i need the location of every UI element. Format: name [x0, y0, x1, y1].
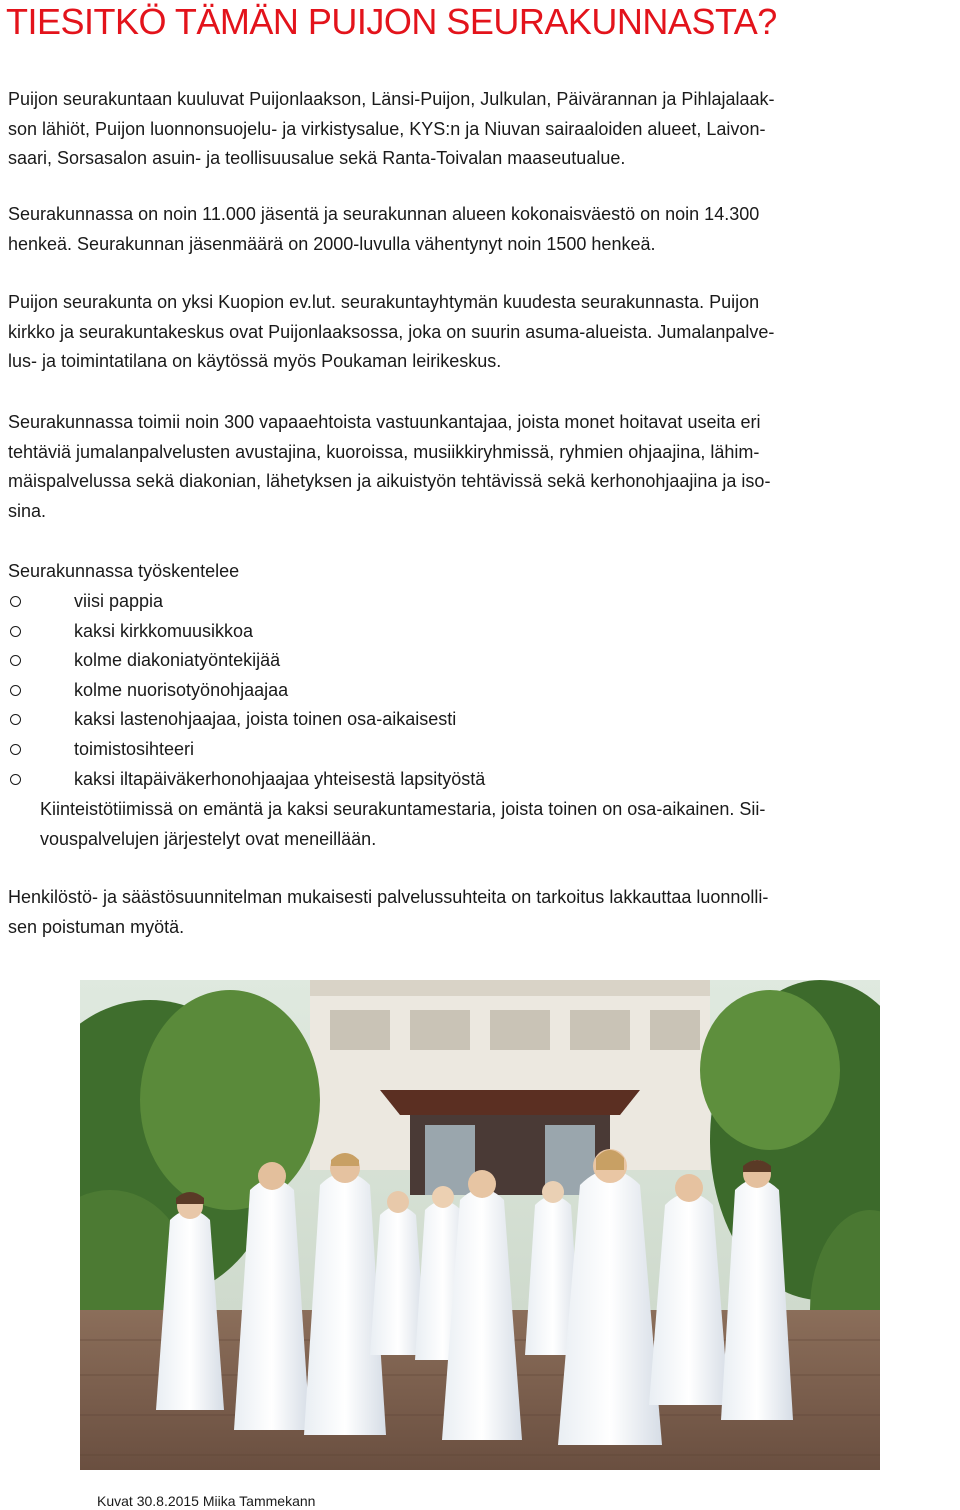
list-item — [8, 646, 485, 676]
text-line: tehtäviä jumalanpalvelusten avustajina, kuoroissa, musiikkiryhmissä, ryhmien ohjaajina, lähim- — [8, 441, 760, 462]
circle-bullet-icon — [10, 744, 21, 755]
text-line: sina. — [8, 500, 47, 521]
text-line: saari, Sorsasalon asuin- ja teollisuusalue sekä Ranta-Toivalan maaseutualue. — [8, 148, 626, 169]
list-item-label: kolme nuorisotyönohjaajaa — [74, 679, 289, 700]
text-line: lus- ja toimintatilana on käytössä myös Poukaman leirikeskus. — [8, 351, 502, 372]
list-item — [8, 587, 485, 617]
list-item — [8, 617, 485, 647]
list-item — [8, 735, 485, 765]
text-line: sen poistuman myötä. — [8, 916, 185, 937]
text-line: Seurakunnassa työskentelee — [8, 561, 240, 581]
photo-illustration — [80, 980, 880, 1470]
paragraph-staff-intro — [8, 557, 948, 587]
circle-bullet-icon — [10, 714, 21, 725]
text-line: Puijon seurakuntaan kuuluvat Puijonlaakson, Länsi-Puijon, Julkulan, Päivärannan ja Pihlajalaak- — [8, 89, 775, 109]
text-line: Puijon seurakunta on yksi Kuopion ev.lut. seurakuntayhtymän kuudesta seurakunnasta. Puijon — [8, 292, 760, 312]
circle-bullet-icon — [10, 685, 21, 696]
text-line: kirkko ja seurakuntakeskus ovat Puijonlaaksossa, joka on suurin asuma-alueista. Jumalanpalve- — [8, 321, 775, 342]
confirmation-group-photo — [80, 980, 880, 1470]
paragraph-parish-area — [8, 85, 948, 174]
list-item — [8, 676, 485, 706]
list-item-label: toimistosihteeri — [74, 738, 195, 759]
text-line: henkeä. Seurakunnan jäsenmäärä on 2000-luvulla vähentynyt noin 1500 henkeä. — [8, 233, 656, 254]
page-title: TIESITKÖ TÄMÄN PUIJON SEURAKUNNASTA? — [6, 1, 777, 42]
text-line: son lähiöt, Puijon luonnonsuojelu- ja virkistysalue, KYS:n ja Niuvan sairaaloiden alueet, Laivon- — [8, 118, 766, 139]
photo-caption: Kuvat 30.8.2015 Miika Tammekann — [97, 1493, 316, 1509]
circle-bullet-icon — [10, 774, 21, 785]
text-line: Kiinteistötiimissä on emäntä ja kaksi seurakuntamestaria, joista toinen on osa-aikainen. Sii- — [40, 799, 766, 819]
paragraph-volunteers — [8, 408, 948, 526]
text-line: Seurakunnassa on noin 11.000 jäsentä ja seurakunnan alueen kokonaisväestö on noin 14.300 — [8, 204, 760, 224]
circle-bullet-icon — [10, 655, 21, 666]
list-item — [8, 765, 485, 795]
paragraph-membership — [8, 200, 948, 259]
text-line: Seurakunnassa toimii noin 300 vapaaehtoista vastuunkantajaa, joista monet hoitavat useita eri — [8, 412, 761, 432]
list-item — [8, 705, 485, 735]
text-line: vouspalvelujen järjestelyt ovat meneillään. — [40, 828, 377, 849]
paragraph-staffing-plan — [8, 883, 948, 942]
staff-list — [8, 587, 485, 794]
list-item-label: viisi pappia — [74, 591, 164, 611]
circle-bullet-icon — [10, 626, 21, 637]
paragraph-parish-union — [8, 288, 948, 377]
list-item-label: kolme diakoniatyöntekijää — [74, 650, 281, 671]
text-line: mäispalvelussa sekä diakonian, lähetyksen ja aikuistyön tehtävissä sekä kerhonohjaajina ja iso- — [8, 471, 771, 492]
paragraph-property-team — [40, 795, 765, 854]
circle-bullet-icon — [10, 596, 21, 607]
text-line: Henkilöstö- ja säästösuunnitelman mukaisesti palvelussuhteita on tarkoitus lakkauttaa luonnolli- — [8, 887, 769, 907]
list-item-label: kaksi iltapäiväkerhonohjaajaa yhteisestä lapsityöstä — [74, 768, 486, 789]
list-item-label: kaksi lastenohjaajaa, joista toinen osa-aikaisesti — [74, 709, 457, 730]
list-item-label: kaksi kirkkomuusikkoa — [74, 620, 254, 641]
